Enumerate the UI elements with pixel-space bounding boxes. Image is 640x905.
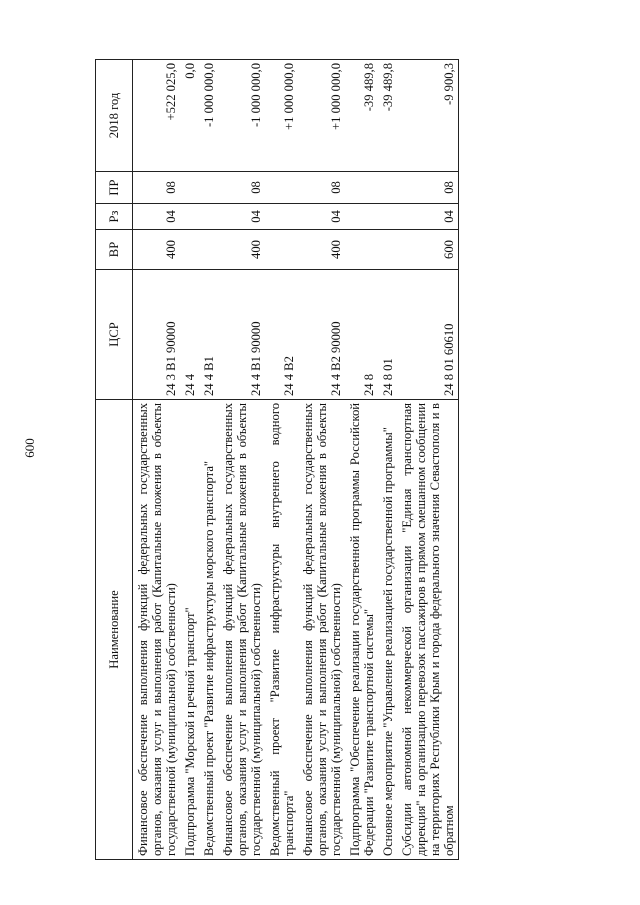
row-csr: 24 3 В1 90000: [133, 270, 181, 400]
row-vr: [265, 230, 298, 270]
row-vr: [199, 230, 218, 270]
row-csr: 24 4: [180, 270, 199, 400]
row-rz: [345, 204, 378, 230]
table-row: [397, 60, 459, 860]
table-row: [345, 60, 378, 860]
row-amount: +1 000 000,0: [298, 60, 345, 172]
row-pr: 08: [397, 172, 459, 204]
row-pr: [265, 172, 298, 204]
row-rz: [265, 204, 298, 230]
row-pr: 08: [298, 172, 345, 204]
header-name: Наименование: [96, 400, 133, 860]
row-name: Подпрограмма "Морской и речной транспорт": [180, 400, 199, 860]
row-rz: 04: [298, 204, 345, 230]
row-csr: 24 4 В1: [199, 270, 218, 400]
budget-table-container: [95, 60, 615, 860]
row-amount: -1 000 000,0: [199, 60, 218, 172]
table-row: [180, 60, 199, 860]
row-rz: [199, 204, 218, 230]
row-vr: 400: [298, 230, 345, 270]
row-csr: 24 8 01 60610: [397, 270, 459, 400]
row-pr: [199, 172, 218, 204]
row-pr: [378, 172, 397, 204]
row-vr: [180, 230, 199, 270]
row-vr: [345, 230, 378, 270]
table-row: [133, 60, 181, 860]
row-csr: 24 4 В1 90000: [218, 270, 265, 400]
row-vr: [378, 230, 397, 270]
row-name: Основное мероприятие "Управление реализацией государственной программы": [378, 400, 397, 860]
row-amount: -39 489,8: [345, 60, 378, 172]
row-amount: -9 900,3: [397, 60, 459, 172]
row-amount: 0,0: [180, 60, 199, 172]
table-row: [378, 60, 397, 860]
row-pr: [180, 172, 199, 204]
row-rz: [180, 204, 199, 230]
row-rz: [378, 204, 397, 230]
row-csr: 24 8 01: [378, 270, 397, 400]
row-amount: +522 025,0: [133, 60, 181, 172]
header-pr: ПР: [96, 172, 133, 204]
table-row: [199, 60, 218, 860]
header-year: 2018 год: [96, 60, 133, 172]
row-rz: 04: [397, 204, 459, 230]
row-csr: 24 4 В2 90000: [298, 270, 345, 400]
row-amount: +1 000 000,0: [265, 60, 298, 172]
row-vr: 400: [133, 230, 181, 270]
header-csr: ЦСР: [96, 270, 133, 400]
row-name: Ведомственный проект "Развитие инфраструктуры внутреннего водного транспорта": [265, 400, 298, 860]
row-rz: 04: [133, 204, 181, 230]
row-rz: 04: [218, 204, 265, 230]
row-pr: [345, 172, 378, 204]
row-name: Финансовое обеспечение выполнения функций федеральных государственных органов, оказания услуг и выполнения работ (Капитальные вложения в объекты государственной (муниципальной) собственности): [133, 400, 181, 860]
header-vr: ВР: [96, 230, 133, 270]
row-pr: 08: [218, 172, 265, 204]
table-row: [218, 60, 265, 860]
row-vr: 600: [397, 230, 459, 270]
row-csr: 24 8: [345, 270, 378, 400]
row-csr: 24 4 В2: [265, 270, 298, 400]
row-name: Финансовое обеспечение выполнения функций федеральных государственных органов, оказания услуг и выполнения работ (Капитальные вложения в объекты государственной (муниципальной) собственности): [298, 400, 345, 860]
page-number: 600: [22, 438, 37, 458]
table-header: [96, 60, 133, 860]
table-row: [298, 60, 345, 860]
row-amount: -1 000 000,0: [218, 60, 265, 172]
row-name: Подпрограмма "Обеспечение реализации государственной программы Российской Федерации "Развитие транспортной системы": [345, 400, 378, 860]
row-name: Субсидии автономной некоммерческой организации "Единая транспортная дирекция" на организацию перевозок пассажиров в прямом смешанном сообщении на территориях Республики Крым и города федерального значения Севастополя и в обратном: [397, 400, 459, 860]
row-pr: 08: [133, 172, 181, 204]
row-amount: -39 489,8: [378, 60, 397, 172]
table-row: [265, 60, 298, 860]
row-name: Финансовое обеспечение выполнения функций федеральных государственных органов, оказания услуг и выполнения работ (Капитальные вложения в объекты государственной (муниципальной) собственности): [218, 400, 265, 860]
header-rz: Рз: [96, 204, 133, 230]
row-name: Ведомственный проект "Развитие инфраструктуры морского транспорта": [199, 400, 218, 860]
row-vr: 400: [218, 230, 265, 270]
budget-table: [95, 59, 459, 860]
